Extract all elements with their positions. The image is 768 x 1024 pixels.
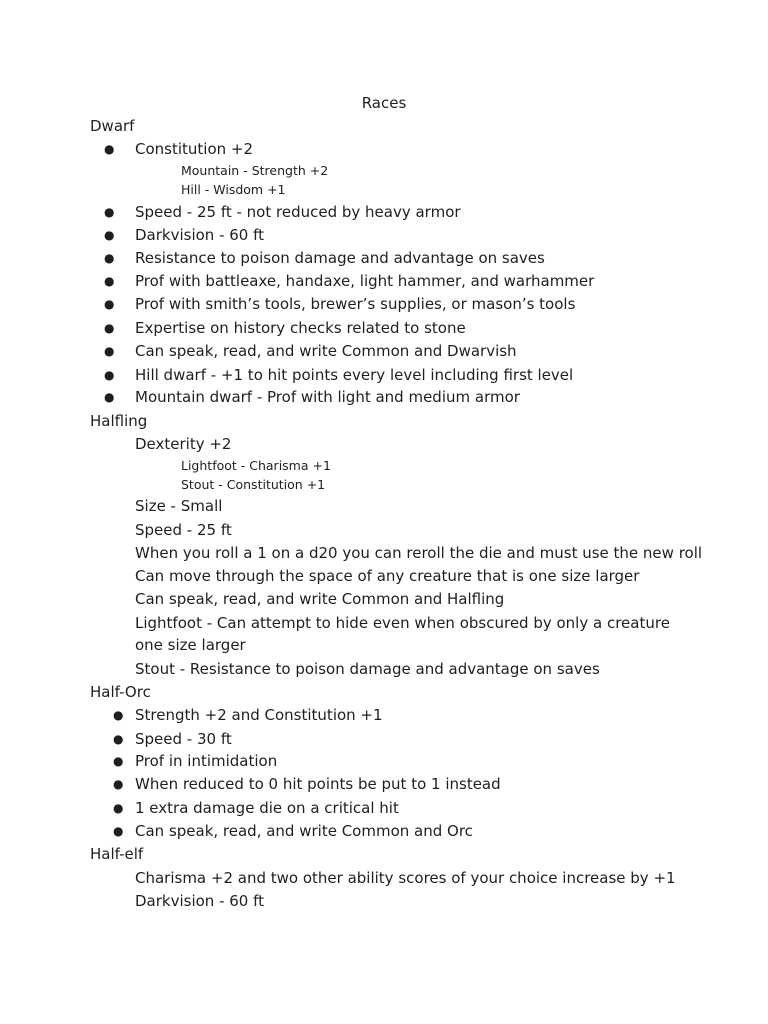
- bullet-icon: ●: [104, 274, 115, 288]
- section-heading-half-orc: Half-Orc: [90, 683, 151, 701]
- dwarf-item: Mountain dwarf - Prof with light and medium armor: [135, 388, 520, 406]
- halfling-item: Stout - Resistance to poison damage and advantage on saves: [135, 660, 600, 678]
- halfling-item: Speed - 25 ft: [135, 521, 232, 539]
- halfling-subitem: Stout - Constitution +1: [181, 477, 326, 492]
- dwarf-subitem: Hill - Wisdom +1: [181, 182, 286, 197]
- dwarf-item: Speed - 25 ft - not reduced by heavy armor: [135, 203, 461, 221]
- half-orc-item: When reduced to 0 hit points be put to 1 instead: [135, 775, 501, 793]
- bullet-icon: ●: [104, 344, 115, 358]
- bullet-icon: ●: [104, 297, 115, 311]
- bullet-icon: ●: [104, 368, 115, 382]
- half-orc-item: Strength +2 and Constitution +1: [135, 706, 383, 724]
- page-title: Races: [361, 94, 407, 112]
- half-elf-item: Darkvision - 60 ft: [135, 892, 265, 910]
- halfling-item: Size - Small: [135, 497, 223, 515]
- bullet-icon: ●: [113, 708, 124, 722]
- dwarf-item: Can speak, read, and write Common and Dwarvish: [135, 342, 517, 360]
- half-orc-item: Prof in intimidation: [135, 752, 278, 770]
- dwarf-item: Expertise on history checks related to stone: [135, 319, 466, 337]
- bullet-icon: ●: [104, 321, 115, 335]
- half-orc-item: 1 extra damage die on a critical hit: [135, 799, 399, 817]
- dwarf-item: Prof with smith’s tools, brewer’s supplies, or mason’s tools: [135, 295, 576, 313]
- bullet-icon: ●: [104, 142, 115, 156]
- half-orc-item: Can speak, read, and write Common and Orc: [135, 822, 473, 840]
- dwarf-item: Darkvision - 60 ft: [135, 226, 265, 244]
- halfling-item: Lightfoot - Can attempt to hide even when obscured by only a creature one size larger: [135, 614, 670, 654]
- halfling-item: Dexterity +2: [135, 435, 232, 453]
- bullet-icon: ●: [113, 732, 124, 746]
- halfling-subitem: Lightfoot - Charisma +1: [181, 458, 331, 473]
- dwarf-item: Prof with battleaxe, handaxe, light hammer, and warhammer: [135, 272, 595, 290]
- halfling-item: When you roll a 1 on a d20 you can reroll the die and must use the new roll: [135, 544, 703, 562]
- bullet-icon: ●: [113, 777, 124, 791]
- bullet-icon: ●: [104, 205, 115, 219]
- halfling-item: Can speak, read, and write Common and Halfling: [135, 590, 505, 608]
- dwarf-item: Constitution +2: [135, 140, 254, 158]
- bullet-icon: ●: [104, 251, 115, 265]
- dwarf-item: Hill dwarf - +1 to hit points every level including first level: [135, 366, 574, 384]
- bullet-icon: ●: [113, 824, 124, 838]
- section-heading-halfling: Halfling: [90, 412, 148, 430]
- half-orc-item: Speed - 30 ft: [135, 730, 232, 748]
- section-heading-half-elf: Half-elf: [90, 845, 144, 863]
- bullet-icon: ●: [104, 228, 115, 242]
- dwarf-subitem: Mountain - Strength +2: [181, 163, 329, 178]
- half-elf-item: Charisma +2 and two other ability scores of your choice increase by +1: [135, 869, 676, 887]
- bullet-icon: ●: [113, 801, 124, 815]
- dwarf-item: Resistance to poison damage and advantage on saves: [135, 249, 545, 267]
- bullet-icon: ●: [113, 754, 124, 768]
- bullet-icon: ●: [104, 390, 115, 404]
- halfling-item: Can move through the space of any creature that is one size larger: [135, 567, 640, 585]
- section-heading-dwarf: Dwarf: [90, 117, 135, 135]
